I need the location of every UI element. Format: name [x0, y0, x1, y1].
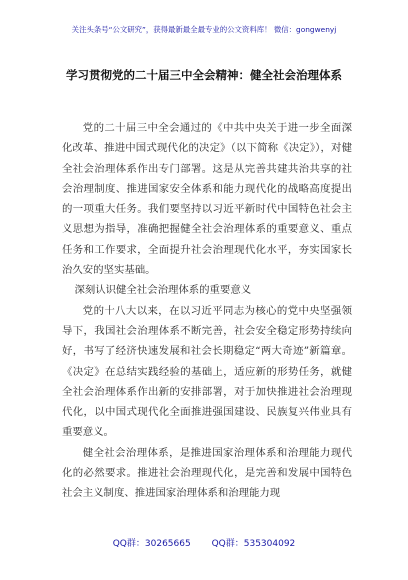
footer-contact [0, 536, 408, 549]
paragraph-3: 健全社会治理体系，是推进国家治理体系和治理能力现代化的必然要求。推进社会治理现代化，是完善和发展中国特色社会主义制度、推进国家治理体系和治理能力现 [62, 446, 352, 500]
section-heading: 深刻认识健全社会治理体系的重要意义 [74, 284, 252, 297]
paragraph-1: 党的二十届三中全会通过的《中共中央关于进一步全面深化改革、推进中国式现代化的决定》（以下简称《决定》），对健全社会治理体系作出专门部署。这是从完善共建共治共享的社会治理制度、推进国家安全体系和能力现代化的战略高度提出的一项重大任务。我们要坚持以习近平新时代中国特色社会主义思想为指导，准确把握健全社会治理体系的重要意义、重点任务和工作要求，全面提升社会治理现代化水平，夯实国家长治久安的坚实基础。 [62, 122, 352, 277]
document-title: 学习贯彻党的二十届三中全会精神：健全社会治理体系 [66, 68, 342, 82]
footer-qq-group-1: QQ群：30265665 [112, 539, 191, 549]
header-banner: 关注头条号“公文研究”，获得最新最全最专业的公文资料库！ 微信：gongwenyj [71, 25, 337, 34]
document-body [62, 118, 352, 504]
footer-qq-group-2: QQ群：535304092 [211, 539, 296, 549]
paragraph-2: 党的十八大以来，在以习近平同志为核心的党中央坚强领导下，我国社会治理体系不断完善，社会安全稳定形势持续向好，书写了经济快速发展和社会长期稳定“两大奇迹”新篇章。《决定》在总结实践经验的基础上，适应新的形势任务，就健全社会治理体系作出新的安排部署，对于加快推进社会治理现代化，以中国式现代化全面推进强国建设、民族复兴伟业具有重要意义。 [62, 304, 352, 439]
